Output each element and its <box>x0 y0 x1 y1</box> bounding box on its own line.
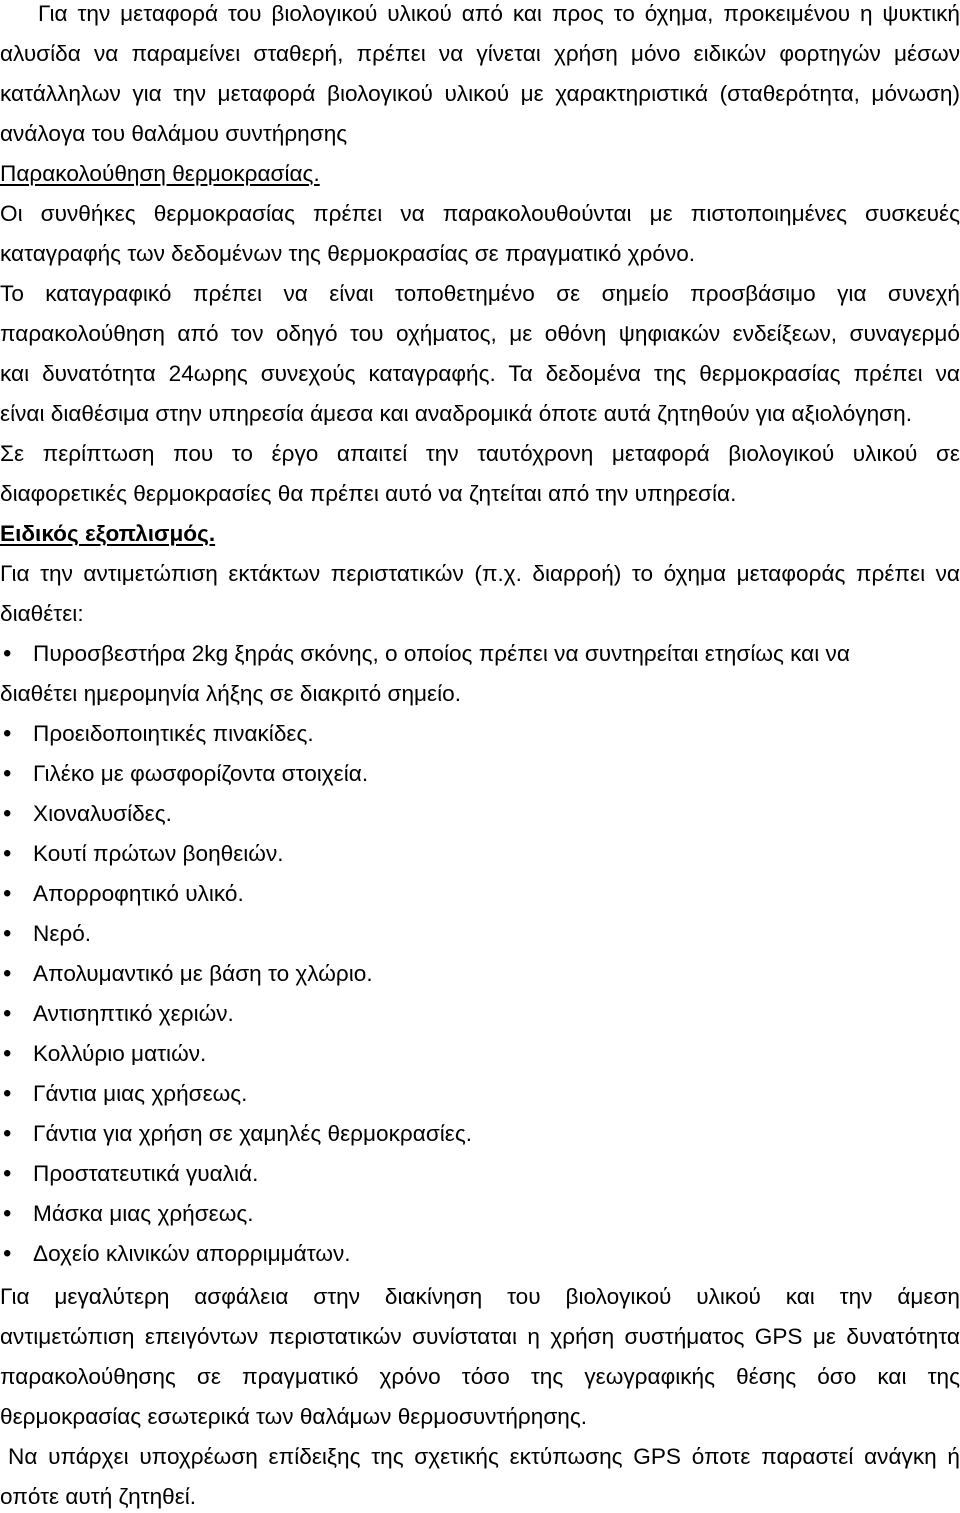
bullet-icon: • <box>3 1160 12 1187</box>
gps-section <box>0 1277 960 1512</box>
bullet-icon: • <box>3 960 12 987</box>
list-item <box>0 1074 960 1114</box>
list-item-text: Πυροσβεστήρα 2kg ξηράς σκόνης, ο οποίος πρέπει να συντηρείται ετησίως και να <box>33 641 850 666</box>
list-item <box>0 1114 960 1154</box>
list-item-text: Κουτί πρώτων βοηθειών. <box>33 841 284 866</box>
list-item-text: Κολλύριο ματιών. <box>33 1041 207 1066</box>
bullet-icon: • <box>3 1200 12 1227</box>
list-item <box>0 634 960 674</box>
bullet-icon: • <box>3 920 12 947</box>
paragraph-line: Για την μεταφορά του βιολογικού υλικού από και προς το όχημα, προκειμένου η ψυκτική <box>38 1 960 26</box>
list-item <box>0 1234 960 1274</box>
paragraph-line: ανάλογα του θαλάμου συντήρησης <box>0 121 348 146</box>
paragraph <box>0 434 960 514</box>
list-item-text: Δοχείο κλινικών απορριμμάτων. <box>33 1241 351 1266</box>
paragraph-line: οπότε αυτή ζητηθεί. <box>0 1484 197 1509</box>
bullet-icon: • <box>3 1000 12 1027</box>
bullet-icon: • <box>3 880 12 907</box>
paragraph-line: αλυσίδα να παραμείνει σταθερή, πρέπει να γίνεται χρήση μόνο ειδικών φορτηγών μέσων <box>0 41 960 66</box>
list-item <box>0 954 960 994</box>
bullet-icon: • <box>3 1080 12 1107</box>
list-item-text: Προστατευτικά γυαλιά. <box>33 1161 259 1186</box>
list-item-text: Προειδοποιητικές πινακίδες. <box>33 721 314 746</box>
list-item-text: Χιοναλυσίδες. <box>33 801 172 826</box>
paragraph-line: διαθέτει: <box>0 601 84 626</box>
list-item <box>0 794 960 834</box>
bullet-icon: • <box>3 840 12 867</box>
list-item <box>0 834 960 874</box>
paragraph <box>0 1277 960 1437</box>
paragraph-line: καταγραφής των δεδομένων της θερμοκρασίας σε πραγματικό χρόνο. <box>0 241 696 266</box>
paragraph-line: Το καταγραφικό πρέπει να είναι τοποθετημένο σε σημείο προσβάσιμο για συνεχή <box>0 281 960 306</box>
list-item <box>0 1154 960 1194</box>
list-item-text: Νερό. <box>33 921 92 946</box>
paragraph-line: είναι διαθέσιμα στην υπηρεσία άμεσα και αναδρομικά όποτε αυτά ζητηθούν για αξιολόγηση. <box>0 401 912 426</box>
special-equipment-section <box>0 514 960 1274</box>
paragraph-line: παρακολούθησης σε πραγματικό χρόνο τόσο της γεωγραφικής θέσης όσο και της <box>0 1364 960 1389</box>
section-heading-row <box>0 514 960 554</box>
list-item <box>0 914 960 954</box>
list-item <box>0 1034 960 1074</box>
bullet-icon: • <box>3 1240 12 1267</box>
paragraph <box>0 1437 960 1512</box>
paragraph-line: κατάλληλων για την μεταφορά βιολογικού υλικού με χαρακτηριστικά (σταθερότητα, μόνωση) <box>0 81 960 106</box>
paragraph <box>0 554 960 634</box>
list-item-text: Αντισηπτικό χεριών. <box>33 1001 234 1026</box>
paragraph-line: Να υπάρχει υποχρέωση επίδειξης της σχετικής εκτύπωσης GPS όποτε παραστεί ανάγκη ή <box>8 1444 960 1469</box>
list-item-text: Γιλέκο με φωσφορίζοντα στοιχεία. <box>33 761 369 786</box>
list-item <box>0 714 960 754</box>
bullet-icon: • <box>3 760 12 787</box>
list-item-text: Γάντια για χρήση σε χαμηλές θερμοκρασίες. <box>33 1121 473 1146</box>
paragraph-line: Για την αντιμετώπιση εκτάκτων περιστατικών (π.χ. διαρροή) το όχημα μεταφοράς πρέπει να <box>0 561 960 586</box>
list-item-text: Γάντια μιας χρήσεως. <box>33 1081 248 1106</box>
section-heading-row <box>0 154 960 194</box>
list-item <box>0 754 960 794</box>
bullet-icon: • <box>3 720 12 747</box>
paragraph-line: παρακολούθηση από τον οδηγό του οχήματος, με οθόνη ψηφιακών ενδείξεων, συναγερμό <box>0 321 960 346</box>
paragraph-line: Σε περίπτωση που το έργο απαιτεί την ταυτόχρονη μεταφορά βιολογικού υλικού σε <box>0 441 960 466</box>
section-heading: Ειδικός εξοπλισμός. <box>0 521 216 546</box>
paragraph-line: Οι συνθήκες θερμοκρασίας πρέπει να παρακολουθούνται με πιστοποιημένες συσκευές <box>0 201 960 226</box>
bullet-icon: • <box>3 800 12 827</box>
paragraph <box>0 194 960 274</box>
list-item <box>0 874 960 914</box>
list-item <box>0 1194 960 1234</box>
paragraph <box>0 274 960 434</box>
list-item-text: Απολυμαντικό με βάση το χλώριο. <box>33 961 373 986</box>
temperature-monitoring-section <box>0 154 960 514</box>
paragraph-line: Για μεγαλύτερη ασφάλεια στην διακίνηση του βιολογικού υλικού και την άμεση <box>0 1284 960 1309</box>
bullet-icon: • <box>3 1120 12 1147</box>
list-item-text: Απορροφητικό υλικό. <box>33 881 244 906</box>
list-item-continuation: διαθέτει ημερομηνία λήξης σε διακριτό σημείο. <box>0 681 461 706</box>
intro-paragraph <box>0 0 960 154</box>
bullet-icon: • <box>3 640 12 667</box>
bullet-icon: • <box>3 1040 12 1067</box>
paragraph-line: διαφορετικές θερμοκρασίες θα πρέπει αυτό να ζητείται από την υπηρεσία. <box>0 481 737 506</box>
paragraph-line: και δυνατότητα 24ωρης συνεχούς καταγραφής. Τα δεδομένα της θερμοκρασίας πρέπει να <box>0 361 960 386</box>
section-heading: Παρακολούθηση θερμοκρασίας. <box>0 161 320 186</box>
paragraph-line: αντιμετώπιση επειγόντων περιστατικών συνίσταται η χρήση συστήματος GPS με δυνατότητα <box>0 1324 960 1349</box>
list-item <box>0 994 960 1034</box>
list-item-text: Μάσκα μιας χρήσεως. <box>33 1201 254 1226</box>
equipment-list <box>0 634 960 1274</box>
paragraph-line: θερμοκρασίας εσωτερικά των θαλάμων θερμοσυντήρησης. <box>0 1404 587 1429</box>
